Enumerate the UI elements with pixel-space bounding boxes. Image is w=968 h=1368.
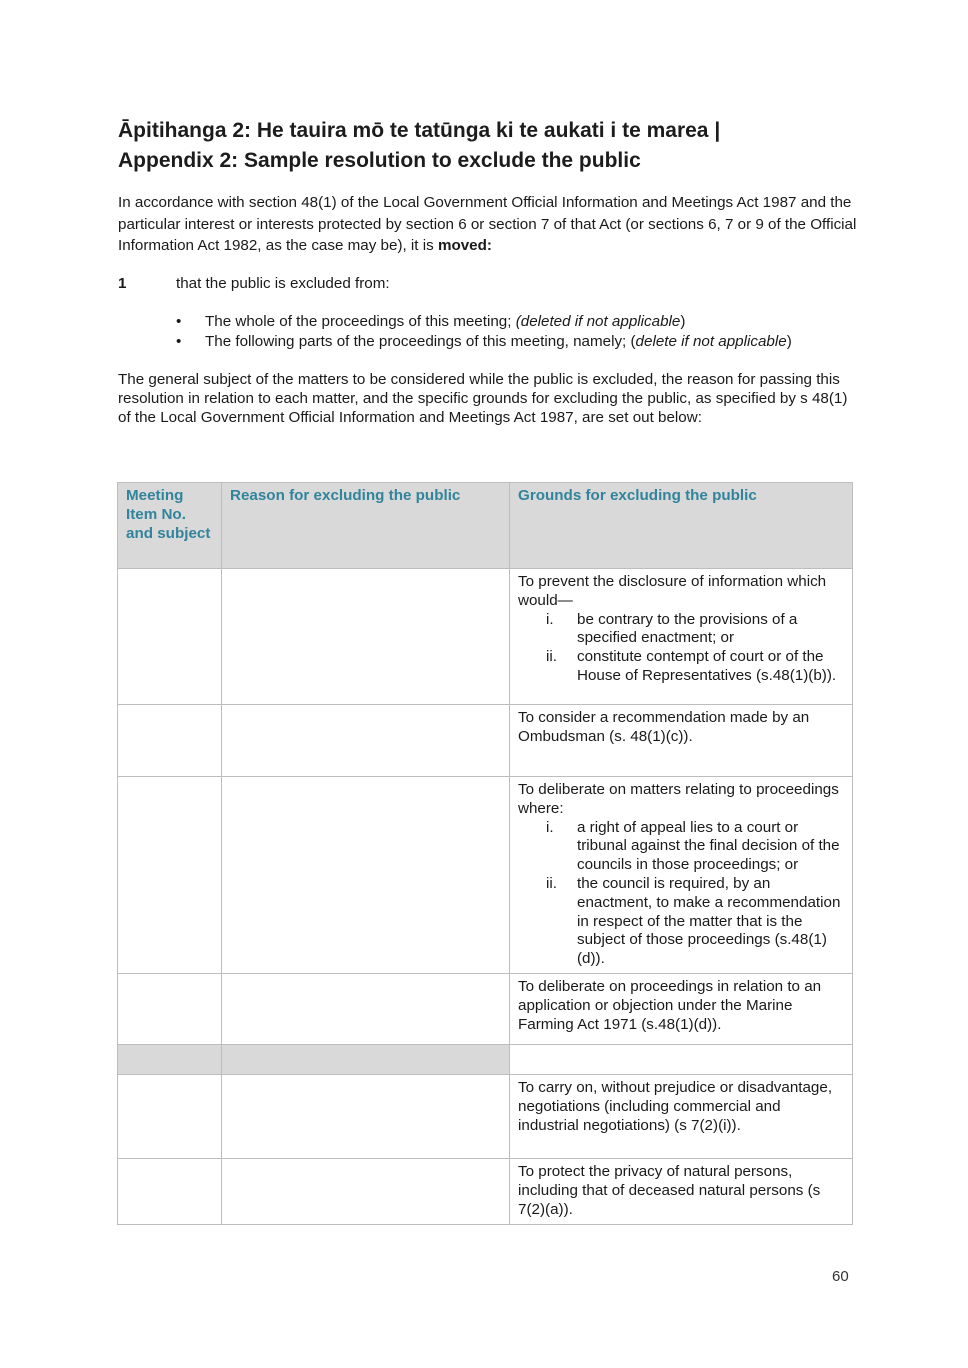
intro-paragraph xyxy=(118,192,858,257)
table-separator-row xyxy=(118,1044,853,1074)
option-parts-proceedings: • The following parts of the proceedings of this meeting, namely; (delete if not applicable) xyxy=(176,333,792,350)
header-reason: Reason for excluding the public xyxy=(222,483,510,569)
grounds-cell: To deliberate on proceedings in relation to an application or objection under the Marine Farming Act 1971 (s.48(1)(d)). xyxy=(510,973,853,1044)
grounds-cell: To prevent the disclosure of information which would— i. be contrary to the provisions of a specified enactment; or ii. constitute contempt of court or of the House of Representatives (s.48(1)(b)). xyxy=(510,569,853,705)
reason-cell[interactable] xyxy=(222,1158,510,1224)
item-cell[interactable] xyxy=(118,1158,222,1224)
header-grounds: Grounds for excluding the public xyxy=(510,483,853,569)
item-cell[interactable] xyxy=(118,705,222,777)
point-number: 1 xyxy=(118,275,127,292)
intro-moved: moved: xyxy=(437,237,492,254)
bullet-icon: • xyxy=(176,333,182,350)
bullet-icon: • xyxy=(176,313,182,330)
item-cell[interactable] xyxy=(118,1074,222,1158)
title-line-maori: Āpitihanga 2: He tauira mō te tatūnga ki te aukati i te marea | xyxy=(118,119,721,142)
reason-cell[interactable] xyxy=(222,973,510,1044)
intro-text: In accordance with section 48(1) of the Local Government Official Information and Meetings Act 1987 and the particular interest or interests protected by section 6 or section 7 of that Act (or sections 6, 7 or 9 of the Official Information Act 1982, as the case may be), it is xyxy=(118,194,857,254)
grounds-sublist: i. be contrary to the provisions of a specified enactment; or ii. constitute contempt of court or of the House of Representatives (s.48(1)(b)). xyxy=(546,610,837,684)
grounds-cell: To carry on, without prejudice or disadvantage, negotiations (including commercial and industrial negotiations) (s 7(2)(i)). xyxy=(510,1074,853,1158)
table-row xyxy=(118,1158,853,1224)
general-subject-paragraph: The general subject of the matters to be considered while the public is excluded, the reason for passing this resolution in relation to each matter, and the specific grounds for excluding the public, as specified by s 48(1) of the Local Government Official Information and Meetings Act 1987, are set out below: xyxy=(118,371,848,426)
title-line-english: Appendix 2: Sample resolution to exclude the public xyxy=(118,149,641,172)
reason-cell[interactable] xyxy=(222,1074,510,1158)
table-row xyxy=(118,1074,853,1158)
item-cell[interactable] xyxy=(118,973,222,1044)
table-row xyxy=(118,569,853,705)
table-row xyxy=(118,705,853,777)
reason-cell[interactable] xyxy=(222,569,510,705)
item-cell[interactable] xyxy=(118,569,222,705)
grounds-table xyxy=(117,482,853,1225)
grounds-cell: To deliberate on matters relating to proceedings where: i. a right of appeal lies to a court or tribunal against the final decision of the councils in those proceedings; or ii. the council is required, by an enactment, to make a recommendation in respect of the matter that is the subject of those proceedings (s.48(1)(d)). xyxy=(510,777,853,974)
reason-cell[interactable] xyxy=(222,777,510,974)
table-header-row xyxy=(118,483,853,569)
header-meeting-item: Meeting Item No. and subject xyxy=(118,483,222,569)
grounds-cell: To consider a recommendation made by an Ombudsman (s. 48(1)(c)). xyxy=(510,705,853,777)
page-number: 60 xyxy=(832,1268,849,1285)
reason-cell[interactable] xyxy=(222,705,510,777)
table-row xyxy=(118,777,853,974)
appendix-title xyxy=(118,116,858,176)
grounds-cell: To protect the privacy of natural persons, including that of deceased natural persons (s 7(2)(a)). xyxy=(510,1158,853,1224)
table-row xyxy=(118,973,853,1044)
option-whole-proceedings: • The whole of the proceedings of this meeting; (deleted if not applicable) xyxy=(176,313,686,330)
exclusion-options xyxy=(176,312,792,352)
grounds-sublist: i. a right of appeal lies to a court or tribunal against the final decision of the councils in those proceedings; or ii. the council is required, by an enactment, to make a recommendation in respect of the matter that is the subject of those proceedings (s.48(1)(d)). xyxy=(546,818,841,968)
point-text: that the public is excluded from: xyxy=(176,275,390,292)
item-cell[interactable] xyxy=(118,777,222,974)
